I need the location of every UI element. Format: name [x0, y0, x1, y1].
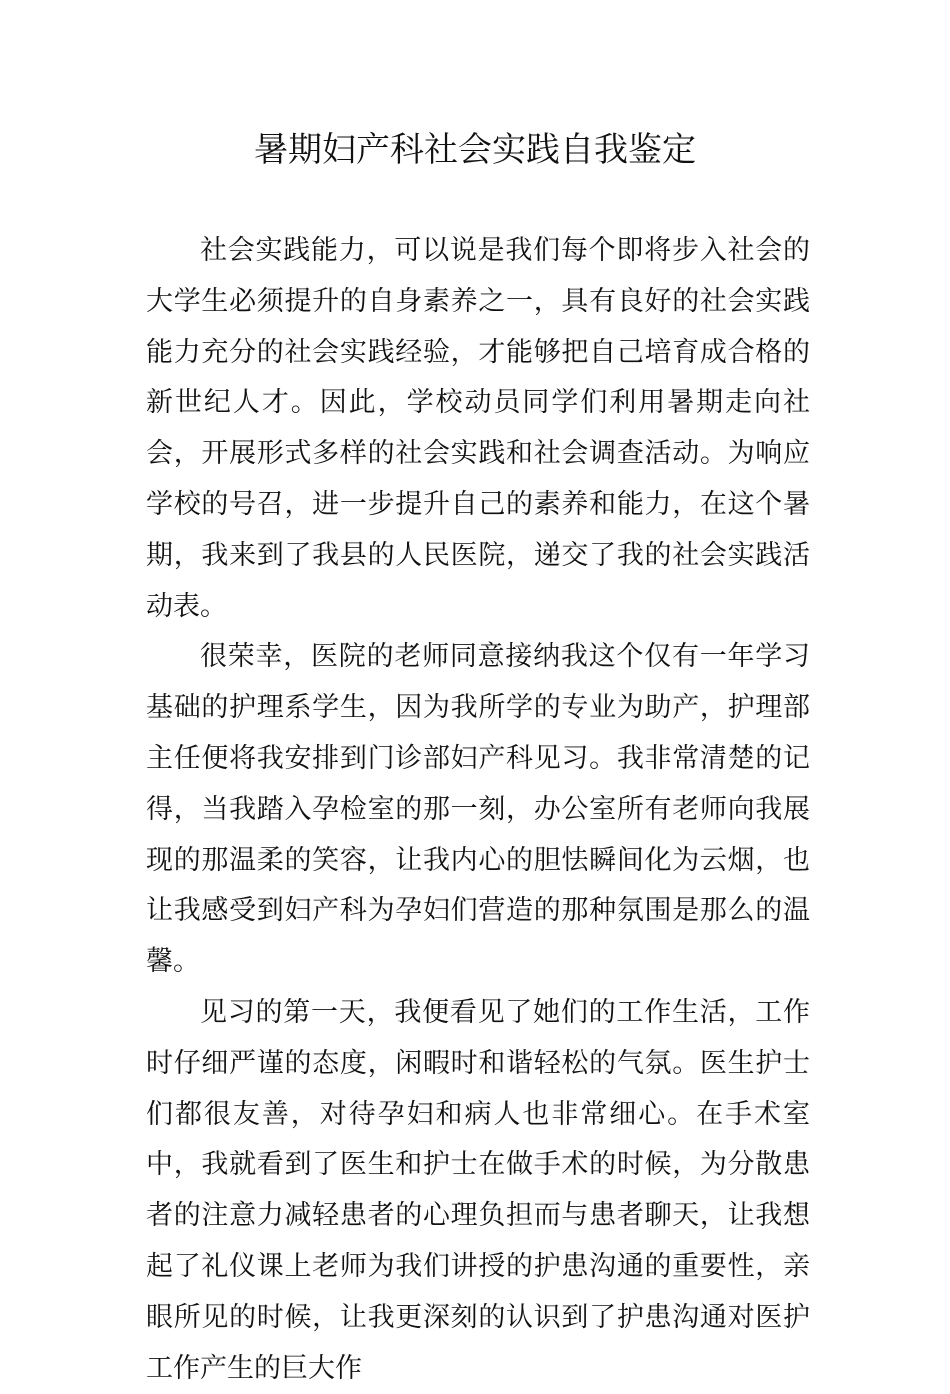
document-body	[146, 226, 810, 1394]
document-title: 暑期妇产科社会实践自我鉴定	[254, 130, 696, 170]
paragraph-1: 社会实践能力，可以说是我们每个即将步入社会的大学生必须提升的自身素养之一，具有良好的社会实践能力充分的社会实践经验，才能够把自己培育成合格的新世纪人才。因此，学校动员同学们利用暑期走向社会，开展形式多样的社会实践和社会调查活动。为响应学校的号召，进一步提升自己的素养和能力，在这个暑期，我来到了我县的人民医院，递交了我的社会实践活动表。	[146, 235, 810, 622]
paragraph-2: 很荣幸，医院的老师同意接纳我这个仅有一年学习基础的护理系学生，因为我所学的专业为助产，护理部主任便将我安排到门诊部妇产科见习。我非常清楚的记得，当我踏入孕检室的那一刻，办公室所有老师向我展现的那温柔的笑容，让我内心的胆怯瞬间化为云烟，也让我感受到妇产科为孕妇们营造的那种氛围是那么的温馨。	[146, 641, 810, 978]
paragraph-3: 见习的第一天，我便看见了她们的工作生活，工作时仔细严谨的态度，闲暇时和谐轻松的气氛。医生护士们都很友善，对待孕妇和病人也非常细心。在手术室中，我就看到了医生和护士在做手术的时候，为分散患者的注意力减轻患者的心理负担而与患者聊天，让我想起了礼仪课上老师为我们讲授的护患沟通的重要性，亲眼所见的时候，让我更深刻的认识到了护患沟通对医护工作产生的巨大作	[146, 996, 810, 1384]
